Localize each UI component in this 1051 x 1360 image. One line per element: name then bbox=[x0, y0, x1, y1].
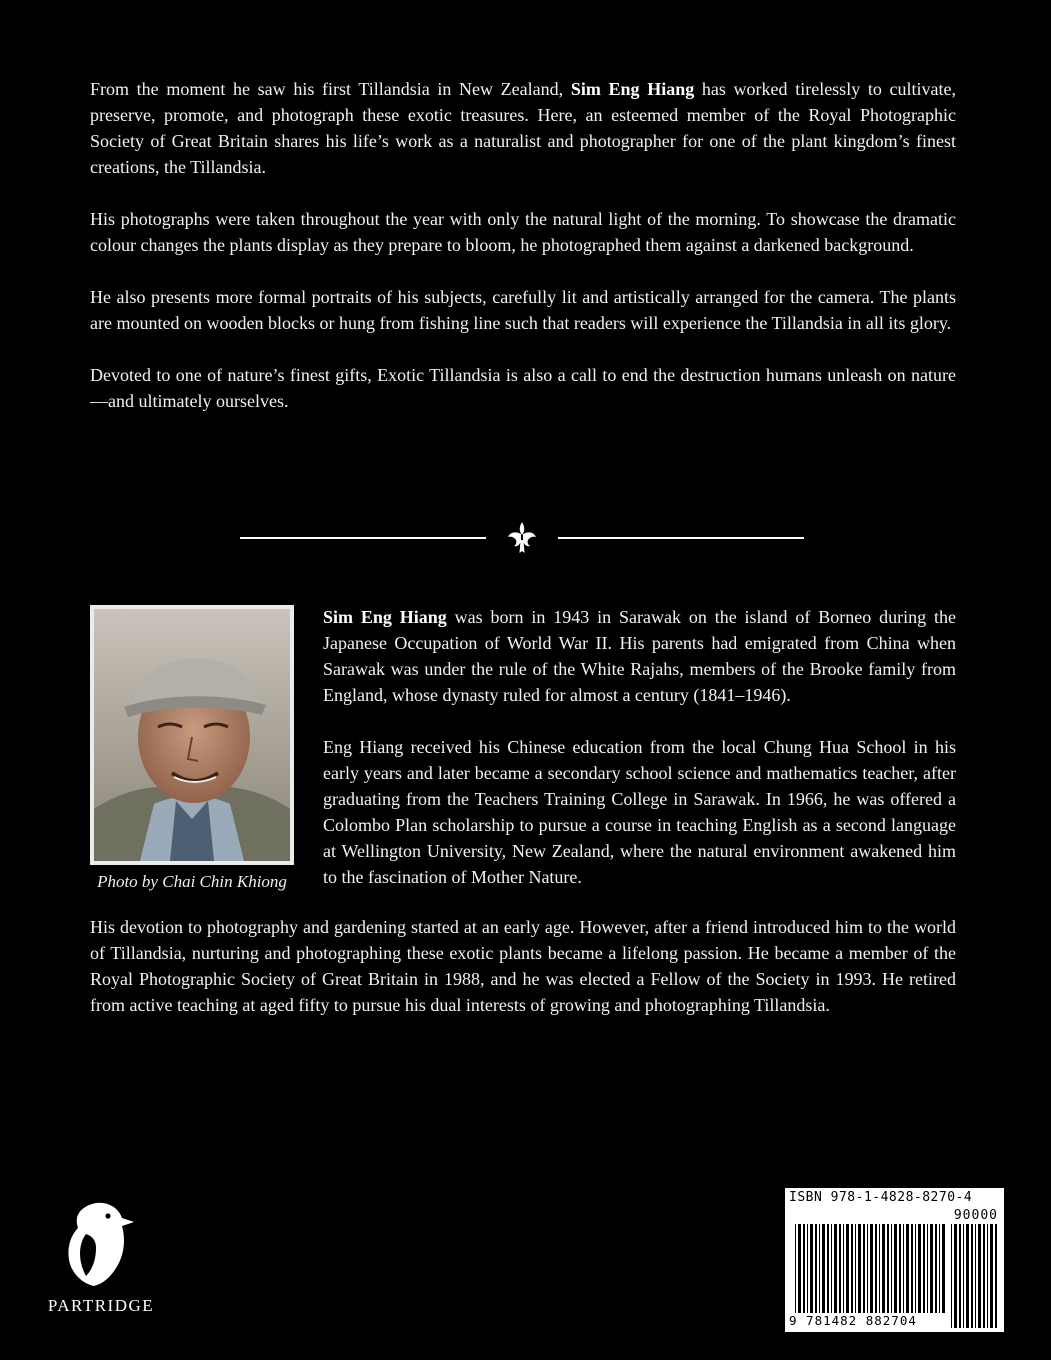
barcode-bar bbox=[978, 1224, 981, 1328]
bio-paragraph-2: Eng Hiang received his Chinese education from the local Chung Hua School in his early years and later became a secondary school science and mathematics teacher, after graduating from the Teachers Training College in Sarawak. In 1966, he was offered a Colombo Plan scholarship to pursue a course in teaching English as a second language at Wellington University, New Zealand, where the natural environment awakened him to the fascination of Mother Nature. bbox=[323, 737, 956, 887]
barcode-bar bbox=[903, 1224, 904, 1316]
ean-digits: 9 781482 882704 bbox=[789, 1313, 949, 1328]
barcode-bar bbox=[918, 1224, 921, 1316]
publisher-name: PARTRIDGE bbox=[47, 1296, 155, 1315]
blurb-paragraph-1: From the moment he saw his first Tillandsia in New Zealand, Sim Eng Hiang has worked tirelessly to cultivate, preserve, promote, and photograph these exotic treasures. Here, an esteemed member of the Royal Photographic Society of Great Britain shares his life’s work as a naturalist and photographer for one of the plant kingdom’s finest creations, the Tillandsia. bbox=[90, 79, 957, 177]
barcode-bar bbox=[831, 1224, 832, 1316]
barcode-bar bbox=[983, 1224, 985, 1328]
barcode-bar bbox=[819, 1224, 820, 1316]
barcode-bar bbox=[966, 1224, 969, 1328]
barcode-bar bbox=[923, 1224, 925, 1316]
barcode-bar bbox=[951, 1224, 952, 1328]
barcode-bar bbox=[942, 1224, 945, 1316]
price-code: 90000 bbox=[953, 1208, 998, 1223]
barcode-bar bbox=[911, 1224, 913, 1316]
barcode-bar bbox=[795, 1224, 796, 1316]
fleur-ornament-icon bbox=[504, 520, 540, 556]
back-cover-blurb bbox=[90, 76, 956, 440]
barcode-bar bbox=[851, 1224, 853, 1316]
barcode-bar bbox=[810, 1224, 813, 1316]
photo-caption: Photo by Chai Chin Khiong bbox=[97, 872, 287, 891]
barcode-bar bbox=[939, 1224, 940, 1316]
barcode-bar bbox=[807, 1224, 808, 1316]
barcode-bar bbox=[846, 1224, 849, 1316]
barcode-bar bbox=[834, 1224, 837, 1316]
barcode-bar bbox=[867, 1224, 868, 1316]
barcode-bar bbox=[843, 1224, 844, 1316]
barcode-bar bbox=[798, 1224, 801, 1316]
barcode-bar bbox=[963, 1224, 964, 1328]
author-name-bold: Sim Eng Hiang bbox=[570, 79, 695, 99]
author-bio-continued bbox=[90, 914, 956, 1018]
barcode-bar bbox=[855, 1224, 856, 1316]
publisher-logo bbox=[40, 1200, 162, 1320]
barcode-bar bbox=[995, 1224, 997, 1328]
barcode-bar bbox=[975, 1224, 976, 1328]
section-divider bbox=[240, 520, 805, 556]
blurb-paragraph-3: He also presents more formal portraits of his subjects, carefully lit and artistically arranged for the camera. The plants are mounted on wooden blocks or hung from fishing line such that readers will experience the Tillandsia in all its glory. bbox=[90, 287, 956, 333]
author-photo bbox=[90, 605, 294, 865]
barcode-bar bbox=[863, 1224, 865, 1316]
author-bio bbox=[323, 604, 956, 916]
barcode-bar bbox=[822, 1224, 825, 1316]
bio-paragraph-3: His devotion to photography and gardening started at an early age. However, after a friend introduced him to the world of Tillandsia, nurturing and photographing these exotic plants became a lifelong passion. He became a member of the Royal Photographic Society of Great Britain in 1988, and he was elected a Fellow of the Society in 1993. He retired from active teaching at aged fifty to pursue his dual interests of growing and photographing Tillandsia. bbox=[90, 917, 956, 1015]
barcode-bar bbox=[927, 1224, 928, 1316]
barcode-bar bbox=[875, 1224, 877, 1316]
ean-barcode-bars bbox=[795, 1224, 945, 1316]
isbn-barcode bbox=[785, 1188, 1004, 1332]
bio-author-name-bold: Sim Eng Hiang bbox=[323, 607, 447, 627]
blurb-paragraph-2: His photographs were taken throughout the year with only the natural light of the morning. To showcase the dramatic colour changes the plants display as they prepare to bloom, he photographed them against a darkened background. bbox=[90, 209, 956, 255]
barcode-bar bbox=[891, 1224, 892, 1316]
bird-logo-icon bbox=[64, 1200, 138, 1290]
barcode-bar bbox=[803, 1224, 805, 1316]
barcode-bar bbox=[879, 1224, 880, 1316]
barcode-bar bbox=[930, 1224, 933, 1316]
barcode-bar bbox=[815, 1224, 817, 1316]
barcode-bar bbox=[935, 1224, 937, 1316]
divider-line-left bbox=[240, 537, 486, 539]
barcode-bar bbox=[954, 1224, 957, 1328]
barcode-bar bbox=[899, 1224, 901, 1316]
isbn-label: ISBN 978-1-4828-8270-4 bbox=[789, 1190, 973, 1205]
barcode-bar bbox=[971, 1224, 973, 1328]
barcode-bar bbox=[915, 1224, 916, 1316]
barcode-bar bbox=[906, 1224, 909, 1316]
barcode-bar bbox=[887, 1224, 889, 1316]
author-portrait-image bbox=[94, 609, 290, 861]
barcode-bar bbox=[894, 1224, 897, 1316]
barcode-bar bbox=[839, 1224, 841, 1316]
barcode-bar bbox=[987, 1224, 988, 1328]
barcode-bar bbox=[870, 1224, 873, 1316]
barcode-bar bbox=[959, 1224, 961, 1328]
blurb-paragraph-4: Devoted to one of nature’s finest gifts, Exotic Tillandsia is also a call to end the destruction humans unleash on nature—and ultimately ourselves. bbox=[90, 365, 956, 411]
bio-paragraph-1: Sim Eng Hiang was born in 1943 in Sarawak on the island of Borneo during the Japanese Occupation of World War II. His parents had emigrated from China when Sarawak was under the rule of the White Rajahs, members of the Brooke family from England, whose dynasty ruled for almost a century (1841–1946). bbox=[323, 607, 956, 705]
barcode-bar bbox=[858, 1224, 861, 1316]
barcode-bar bbox=[990, 1224, 993, 1328]
barcode-bar bbox=[882, 1224, 885, 1316]
divider-line-right bbox=[558, 537, 804, 539]
addon-barcode-bars bbox=[951, 1224, 999, 1328]
barcode-bar bbox=[827, 1224, 829, 1316]
